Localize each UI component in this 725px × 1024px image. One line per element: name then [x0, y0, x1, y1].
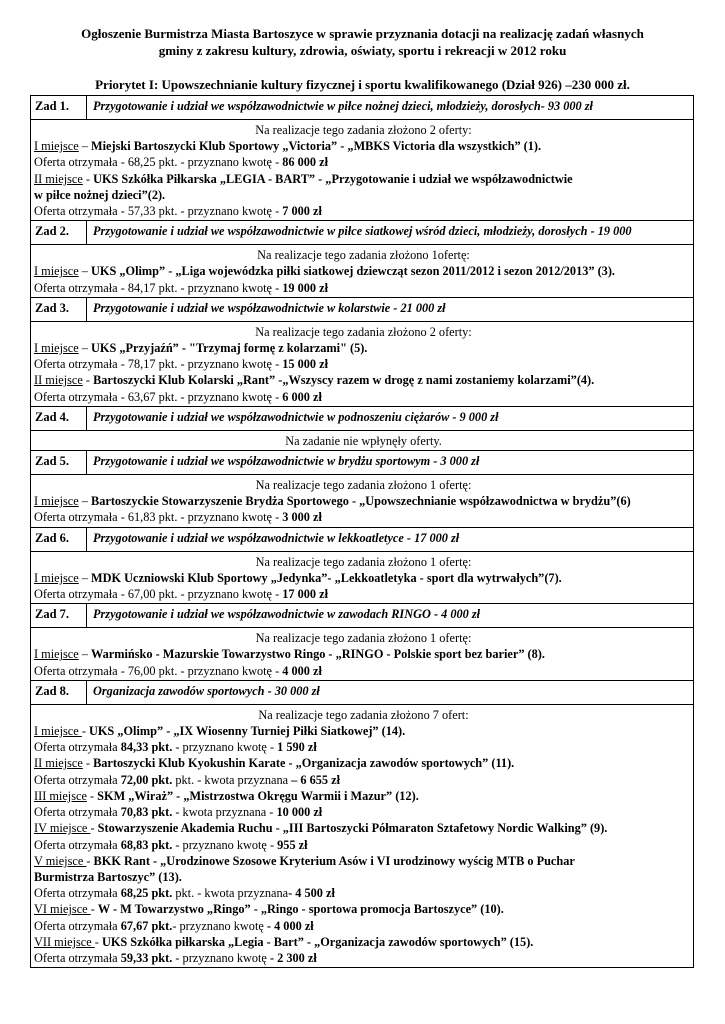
award-score: Oferta otrzymała - 57,33 pkt. - przyznano kwotę -	[34, 204, 283, 219]
award-place: II miejsce	[34, 171, 83, 186]
task-body-row	[30, 321, 694, 406]
task-body-row	[30, 627, 694, 680]
task-header-row	[30, 680, 694, 704]
task-header-row	[30, 297, 694, 321]
award-separator: –	[78, 570, 92, 585]
award-entity: UKS Szkółka Piłkarska „LEGIA - BART” - „Przygotowanie i udział we współzawodnictwie	[93, 171, 573, 186]
award-entity: UKS „Olimp” - „IX Wiosenny Turniej Piłki Siatkowej” (14).	[88, 724, 406, 739]
award-score: Oferta otrzymała - 78,17 pkt. - przyznano kwotę -	[34, 357, 283, 372]
award-separator: -	[94, 934, 102, 949]
task-title: Przygotowanie i udział we współzawodnictwie w zawodach RINGO - 4 000 zł	[93, 607, 481, 622]
task-title: Przygotowanie i udział we współzawodnictwie w brydżu sportowym - 3 000 zł	[93, 454, 480, 469]
award-score-suffix: - przyznano kwotę	[172, 918, 267, 933]
task-header-row	[30, 95, 694, 119]
award-place: III miejsce	[34, 788, 87, 803]
award-score-prefix: Oferta otrzymała	[34, 918, 121, 933]
title-line-1: Ogłoszenie Burmistrza Miasta Bartoszyce w sprawie przyznania dotacji na realizację zadań własnych	[81, 26, 644, 41]
award-score-line	[34, 663, 693, 679]
award-score-prefix: Oferta otrzymała	[34, 805, 121, 820]
award-place: I miejsce	[34, 570, 79, 585]
award-place: VII miejsce	[34, 934, 95, 949]
award-separator: –	[78, 264, 92, 279]
award-score-line	[34, 203, 693, 219]
award-score-line	[34, 154, 693, 170]
priority-heading: Priorytet I: Upowszechnianie kultury fizycznej i sportu kwalifikowanego (Dział 926) –230 000 zł.	[95, 77, 630, 92]
award-score-line	[34, 356, 693, 372]
task-header-row	[30, 406, 694, 430]
award-amount: 86 000 zł	[282, 155, 329, 170]
award-amount: - 4 000 zł	[266, 918, 314, 933]
task-body-row	[30, 119, 694, 220]
award-score-line	[34, 837, 693, 853]
award-amount: 6 000 zł	[282, 389, 322, 404]
task-body-row	[30, 474, 694, 527]
award-score-suffix: - przyznano kwotę	[172, 950, 270, 965]
task-header-row	[30, 220, 694, 244]
award-score-line	[34, 280, 693, 296]
task-code: Zad 2.	[31, 221, 87, 244]
task-body-row	[30, 430, 694, 450]
award-score-line	[34, 885, 693, 901]
award-place: VI miejsce	[34, 902, 91, 917]
award-score-suffix: pkt. - kwota przyznana	[172, 772, 292, 787]
award-entity: BKK Rant - „Urodzinowe Szosowe Kryterium Asów i VI urodzinowy wyścig MTB o Puchar	[93, 853, 575, 868]
award-points: 59,33 pkt.	[120, 950, 173, 965]
award-line	[34, 570, 693, 586]
award-place: I miejsce	[34, 341, 79, 356]
award-line	[34, 723, 693, 739]
award-entity: MDK Uczniowski Klub Sportowy „Jedynka”- „Lekkoatletyka - sport dla wytrwałych”(7).	[91, 570, 562, 585]
award-separator: –	[78, 494, 92, 509]
award-line	[34, 263, 693, 279]
award-place: II miejsce	[34, 756, 83, 771]
task-code: Zad 3.	[31, 298, 87, 321]
award-line	[34, 138, 693, 154]
award-entity: UKS Szkółka piłkarska „Legia - Bart” - „Organizacja zawodów sportowych” (15).	[101, 934, 534, 949]
offers-summary: Na realizacje tego zadania złożono 1 ofertę:	[255, 554, 472, 569]
award-place: II miejsce	[34, 373, 83, 388]
task-code: Zad 6.	[31, 528, 87, 551]
offers-summary: Na realizacje tego zadania złożono 1 ofertę:	[255, 478, 472, 493]
award-line	[34, 788, 693, 804]
award-separator: –	[78, 647, 92, 662]
award-entity: Bartoszyckie Stowarzyszenie Brydża Sportowego - „Upowszechnianie współzawodnictwa w brydżu”(6)	[91, 494, 631, 509]
award-entity-continued: w piłce nożnej dzieci”(2).	[34, 187, 166, 202]
award-score: Oferta otrzymała - 84,17 pkt. - przyznano kwotę -	[34, 280, 283, 295]
award-amount: 10 000 zł	[276, 805, 323, 820]
award-points: 68,83 pkt.	[120, 837, 173, 852]
award-separator: -	[86, 853, 94, 868]
award-amount: 3 000 zł	[282, 510, 322, 525]
award-entity-continued: Burmistrza Bartoszyc” (13).	[34, 869, 182, 884]
offers-summary: Na realizacje tego zadania złożono 2 oferty:	[255, 324, 472, 339]
award-score-line	[34, 918, 693, 934]
award-amount: - 4 500 zł	[288, 886, 335, 901]
title-line-2: gminy z zakresu kultury, zdrowia, oświaty, sportu i rekreacji w 2012 roku	[158, 43, 567, 58]
task-title: Przygotowanie i udział we współzawodnictwie w kolarstwie - 21 000 zł	[93, 300, 446, 315]
award-line	[34, 171, 693, 187]
award-line	[34, 853, 693, 869]
award-amount: 15 000 zł	[282, 357, 329, 372]
award-score-line	[34, 739, 693, 755]
award-amount: 7 000 zł	[282, 204, 322, 219]
offers-summary: Na zadanie nie wpłynęły oferty.	[285, 433, 442, 448]
task-code: Zad 1.	[31, 96, 87, 119]
award-line	[34, 934, 693, 950]
award-score: Oferta otrzymała - 68,25 pkt. - przyznano kwotę -	[34, 155, 283, 170]
award-line	[34, 901, 693, 917]
award-score: Oferta otrzymała - 67,00 pkt. - przyznano kwotę -	[34, 587, 283, 602]
award-score-line	[34, 950, 693, 966]
award-entity: UKS „Przyjaźń” - "Trzymaj formę z kolarzami" (5).	[91, 341, 368, 356]
award-points: 68,25 pkt.	[120, 886, 173, 901]
award-place: I miejsce	[34, 264, 79, 279]
award-separator: –	[78, 341, 92, 356]
award-entity: UKS „Olimp” - „Liga wojewódzka piłki siatkowej dziewcząt sezon 2011/2012 i sezon 2012/2013” (3).	[91, 264, 615, 279]
award-entity: W - M Towarzystwo „Ringo” - „Ringo - sportowa promocja Bartoszyce” (10).	[97, 902, 504, 917]
task-title: Przygotowanie i udział we współzawodnictwie w podnoszeniu ciężarów - 9 000 zł	[93, 409, 499, 424]
award-score-line	[34, 389, 693, 405]
award-entity: Warmińsko - Mazurskie Towarzystwo Ringo - „RINGO - Polskie sport bez barier” (8).	[91, 647, 545, 662]
award-entity: SKM „Wiraż” - „Mistrzostwa Okręgu Warmii i Mazur” (12).	[97, 788, 419, 803]
award-separator: -	[82, 373, 94, 388]
task-code: Zad 8.	[31, 681, 87, 704]
award-separator: -	[90, 902, 98, 917]
award-entity: Bartoszycki Klub Kyokushin Karate - „Organizacja zawodów sportowych” (11).	[93, 756, 515, 771]
award-separator: –	[78, 139, 92, 154]
award-score: Oferta otrzymała - 61,83 pkt. - przyznano kwotę -	[34, 510, 283, 525]
offers-summary: Na realizacje tego zadania złożono 1ofertę:	[257, 248, 470, 263]
award-score-prefix: Oferta otrzymała	[34, 837, 121, 852]
award-line	[34, 493, 693, 509]
task-title: Przygotowanie i udział we współzawodnictwie w piłce nożnej dzieci, młodzieży, dorosłych- 93 000 zł	[93, 99, 593, 113]
award-place: I miejsce	[34, 724, 82, 739]
award-line	[34, 820, 693, 836]
award-score-suffix: pkt. - kwota przyznana	[172, 886, 289, 901]
award-amount: 4 000 zł	[282, 663, 322, 678]
award-separator: -	[82, 171, 94, 186]
award-amount: 955 zł	[277, 837, 308, 852]
award-entity: Miejski Bartoszycki Klub Sportowy „Victoria” - „MBKS Victoria dla wszystkich” (1).	[91, 139, 542, 154]
task-code: Zad 5.	[31, 451, 87, 474]
award-separator: -	[90, 821, 98, 836]
award-separator: -	[82, 756, 94, 771]
award-amount: 19 000 zł	[282, 280, 329, 295]
award-points: 70,83 pkt.	[120, 805, 173, 820]
award-score-line	[34, 772, 693, 788]
tasks-table	[30, 95, 694, 968]
award-amount: 1 590 zł	[277, 740, 317, 755]
award-line	[34, 340, 693, 356]
award-score-suffix: - przyznano kwotę -	[172, 740, 278, 755]
award-score: Oferta otrzymała - 76,00 pkt. - przyznano kwotę -	[34, 663, 283, 678]
document-title	[30, 25, 695, 59]
award-amount: - 2 300 zł	[269, 950, 317, 965]
award-score-suffix: - kwota przyznana -	[172, 805, 277, 820]
award-place: I miejsce	[34, 494, 79, 509]
award-separator: -	[81, 724, 89, 739]
task-body-row	[30, 551, 694, 604]
award-score-line	[34, 509, 693, 525]
award-place: I miejsce	[34, 647, 79, 662]
award-line	[34, 755, 693, 771]
offers-summary: Na realizacje tego zadania złożono 1 ofertę:	[255, 631, 472, 646]
task-title: Przygotowanie i udział we współzawodnictwie w piłce siatkowej wśród dzieci, młodzieży, dorosłych - 19 000	[93, 224, 632, 239]
task-body-row	[30, 704, 694, 968]
task-code: Zad 7.	[31, 604, 87, 627]
award-score-prefix: Oferta otrzymała	[34, 772, 121, 787]
award-points: 84,33 pkt.	[120, 740, 173, 755]
award-score-prefix: Oferta otrzymała	[34, 740, 121, 755]
offers-summary: Na realizacje tego zadania złożono 2 oferty:	[255, 123, 472, 137]
task-header-row	[30, 603, 694, 627]
award-place: I miejsce	[34, 139, 79, 154]
award-score-line	[34, 586, 693, 602]
award-entity: Bartoszycki Klub Kolarski „Rant” -„Wszyscy razem w drogę z nami zostaniemy kolarzami”(4).	[93, 373, 595, 388]
award-line	[34, 646, 693, 662]
task-header-row	[30, 450, 694, 474]
award-place: V miejsce	[34, 853, 87, 868]
award-points: 72,00 pkt.	[120, 772, 173, 787]
award-score-prefix: Oferta otrzymała	[34, 950, 121, 965]
award-points: 67,67 pkt.	[120, 918, 173, 933]
award-place: IV miejsce	[34, 821, 91, 836]
award-score-prefix: Oferta otrzymała	[34, 886, 121, 901]
award-entity: Stowarzyszenie Akademia Ruchu - „III Bartoszycki Półmaraton Sztafetowy Nordic Walking” (9).	[97, 821, 608, 836]
task-title: Organizacja zawodów sportowych - 30 000 zł	[93, 683, 320, 698]
award-score-suffix: - przyznano kwotę -	[172, 837, 278, 852]
award-separator: -	[86, 788, 98, 803]
award-amount: – 6 655 zł	[291, 772, 340, 787]
award-amount: 17 000 zł	[282, 587, 329, 602]
task-header-row	[30, 527, 694, 551]
award-score: Oferta otrzymała - 63,67 pkt. - przyznano kwotę -	[34, 389, 283, 404]
task-body-row	[30, 244, 694, 297]
task-title: Przygotowanie i udział we współzawodnictwie w lekkoatletyce - 17 000 zł	[93, 530, 460, 545]
award-score-line	[34, 804, 693, 820]
offers-summary: Na realizacje tego zadania złożono 7 ofert:	[258, 707, 469, 722]
award-line	[34, 372, 693, 388]
task-code: Zad 4.	[31, 407, 87, 430]
